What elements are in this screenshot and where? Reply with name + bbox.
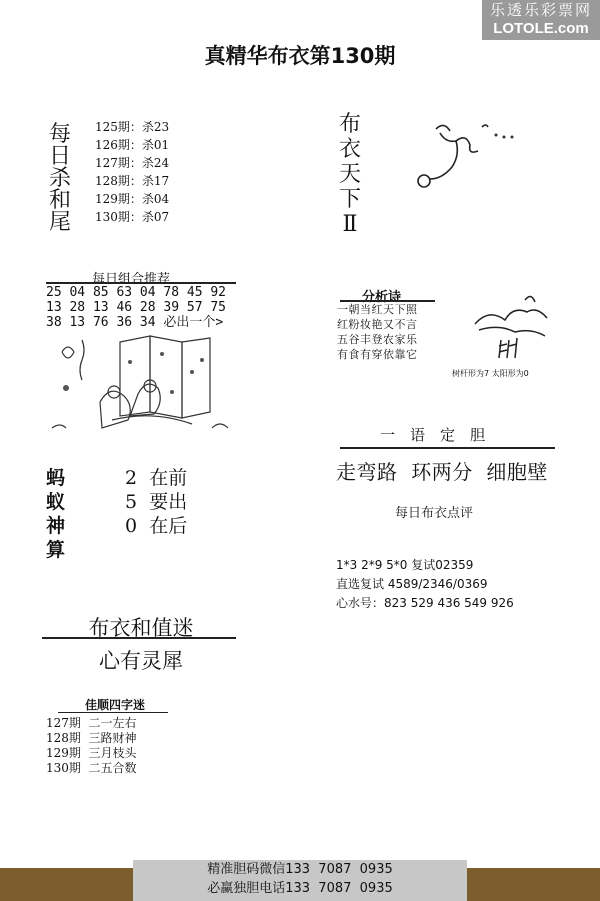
combo-row: 25 04 85 63 04 78 45 92 [46,285,227,300]
pick-line: 心水号：823 529 436 549 926 [336,596,514,610]
poem-line: 五谷丰登农家乐 [337,333,418,346]
divider [46,282,236,284]
buyi-world-char: 下 [338,187,361,212]
ant-god-text: 在后 [149,515,188,537]
daily-kill-char: 日 [48,144,71,169]
combo-row: 13 28 13 46 28 39 57 75 [46,300,227,315]
ant-god-row [125,466,187,490]
buyi-world-char: 衣 [338,137,361,162]
daily-review-title: 每日布衣点评 [395,506,474,521]
list-item: 130期 二五合数 [46,761,137,775]
buyi-world-label [338,112,362,237]
ant-god-char: 蚁 [46,491,66,513]
list-item: 130期：杀07 [95,210,170,224]
daily-kill-label [48,124,72,234]
divider [340,447,555,449]
ant-god-rows [125,466,187,538]
riddle-list [46,716,137,776]
buyi-fans-subtitle: 心有灵犀 [99,649,183,673]
poem-line: 一朝当红天下照 [337,303,418,316]
daily-kill-char: 杀 [48,166,71,191]
daily-kill-char: 和 [48,188,71,213]
ant-god-char: 算 [46,539,66,561]
people-screen-illustration [42,332,242,440]
buyi-world-char: Ⅱ [342,212,358,237]
list-item: 125期：杀23 [95,120,170,134]
buyi-world-char: 天 [338,162,361,187]
buyi-world-char: 布 [338,112,361,137]
ant-god-row [125,490,187,514]
combo-row: 38 13 76 36 34 必出一个> [46,315,224,330]
ant-god-text: 在前 [149,467,188,489]
pick-line: 1*3 2*9 5*0 复试02359 [336,558,474,572]
divider [58,712,168,713]
site-watermark [482,0,600,40]
pick-line: 直选复试 4589/2346/0369 [336,577,488,591]
combo-title: 每日组合推荐 [92,272,171,287]
yiyu-title: 一语定胆 [380,426,501,444]
list-item: 126期：杀01 [95,138,170,152]
ant-god-char: 蚂 [46,467,66,489]
list-item: 127期 二一左右 [46,716,137,730]
ink-sketch [400,115,565,195]
watermark-en: LOTOLE.com [493,20,589,37]
ant-god-number: 2 [125,467,138,489]
footer-line: 必赢独胆电话133 7087 0935 [207,881,393,896]
page-title: 真精华布衣第130期 [204,44,396,68]
daily-kill-char: 每 [48,122,71,147]
list-item: 127期：杀24 [95,156,170,170]
footer-line: 精准胆码微信133 7087 0935 [207,862,393,877]
poem-lines [337,302,418,362]
poem-note: 树杆形为7 太阳形为0 [452,369,529,378]
poem-line: 红粉妆艳又不言 [337,318,418,331]
ant-god-text: 要出 [149,491,188,513]
footer-contact [133,860,467,901]
list-item: 128期：杀17 [95,174,170,188]
buyi-fans-title: 布衣和值迷 [88,616,194,640]
daily-kill-char: 尾 [48,210,71,235]
ant-god-char: 神 [46,515,66,537]
poem-line: 有食有穿依靠它 [337,348,418,361]
daily-kill-list [95,118,169,226]
tree-sun-sketch [465,290,565,370]
list-item: 128期 三路财神 [46,731,137,745]
list-item: 129期 三月枝头 [46,746,137,760]
ant-god-number: 5 [125,491,138,513]
divider [42,637,236,639]
watermark-cn: 乐透乐彩票网 [489,1,592,19]
list-item: 129期：杀04 [95,192,170,206]
poem-title: 分析诗 [362,290,402,305]
yiyu-text: 走弯路 环两分 细胞壁 [336,460,548,484]
combo-numbers [46,285,226,330]
ant-god-row [125,514,187,538]
riddle-title: 佳顺四字迷 [84,698,145,712]
ant-god-label [46,466,65,562]
ant-god-number: 0 [125,515,138,537]
picks-list [336,556,514,613]
